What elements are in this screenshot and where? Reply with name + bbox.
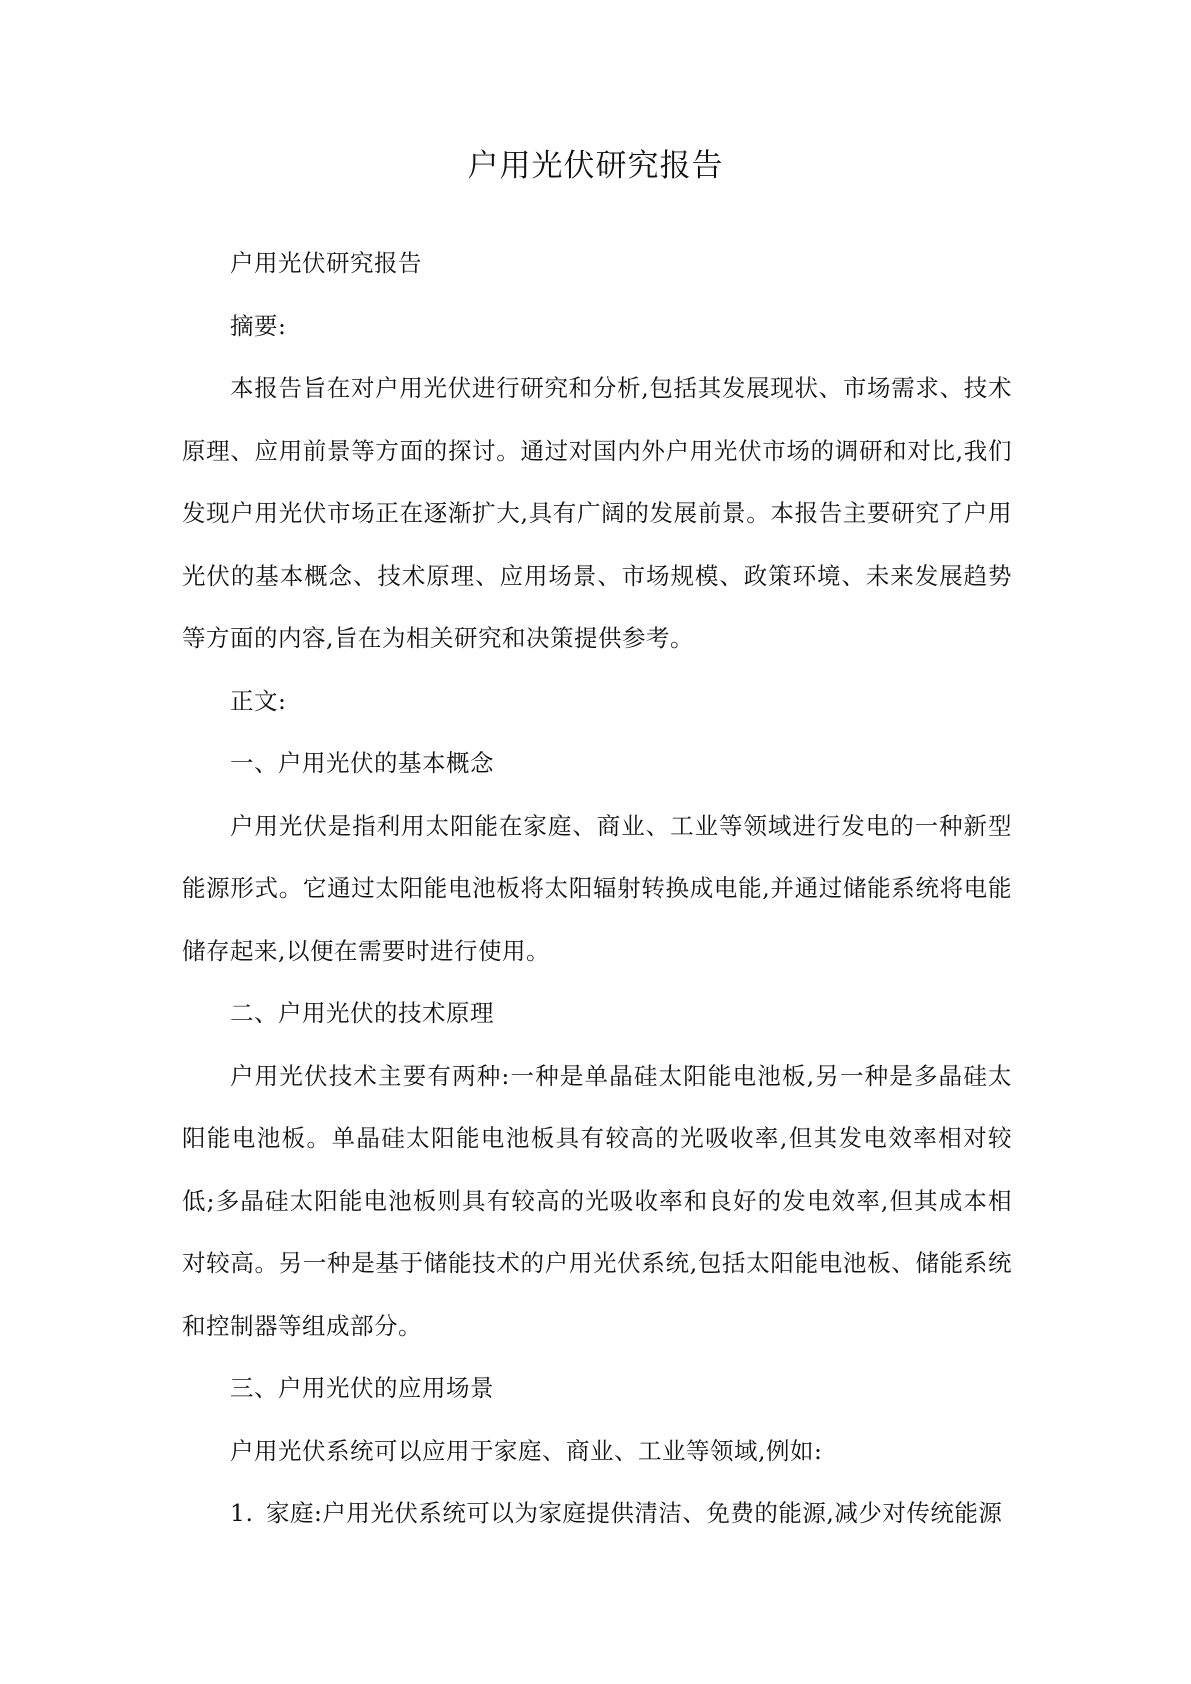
- paragraph-section-3: 户用光伏系统可以应用于家庭、商业、工业等领域,例如:: [230, 1436, 823, 1465]
- paragraph-abstract-heading: 摘要:: [230, 311, 287, 340]
- paragraph-section-2: 户用光伏技术主要有两种:一种是单晶硅太阳能电池板,另一种是多晶硅太阳能电池板。单晶硅太阳能电池板具有较高的光吸收率,但其发电效率相对较低;多晶硅太阳能电池板则具有较高的光吸收率和良好的发电效率,但其成本相对较高。另一种是基于储能技术的户用光伏系统,包括太阳能电池板、储能系统和控制器等组成部分。: [182, 1061, 1012, 1340]
- paragraph-body-heading: 正文:: [230, 686, 287, 715]
- document-title: 户用光伏研究报告: [467, 148, 724, 184]
- paragraph-abstract: 本报告旨在对户用光伏进行研究和分析,包括其发展现状、市场需求、技术原理、应用前景等方面的探讨。通过对国内外户用光伏市场的调研和对比,我们发现户用光伏市场正在逐渐扩大,具有广阔的发展前景。本报告主要研究了户用光伏的基本概念、技术原理、应用场景、市场规模、政策环境、未来发展趋势等方面的内容,旨在为相关研究和决策提供参考。: [182, 374, 1012, 652]
- list-item-number: 1.: [230, 1499, 254, 1527]
- document-body: [182, 232, 1012, 1545]
- section-heading-3: 三、户用光伏的应用场景: [230, 1374, 494, 1402]
- section-heading-2: 二、户用光伏的技术原理: [230, 999, 494, 1027]
- list-item-text: 家庭:户用光伏系统可以为家庭提供清洁、免费的能源,减少对传统能源: [266, 1499, 1003, 1527]
- list-item: [182, 1482, 1012, 1545]
- section-heading-1: 一、户用光伏的基本概念: [230, 749, 494, 777]
- paragraph-subtitle: 户用光伏研究报告: [230, 249, 422, 277]
- paragraph-section-1: 户用光伏是指利用太阳能在家庭、商业、工业等领域进行发电的一种新型能源形式。它通过太阳能电池板将太阳辐射转换成电能,并通过储能系统将电能储存起来,以便在需要时进行使用。: [182, 811, 1012, 965]
